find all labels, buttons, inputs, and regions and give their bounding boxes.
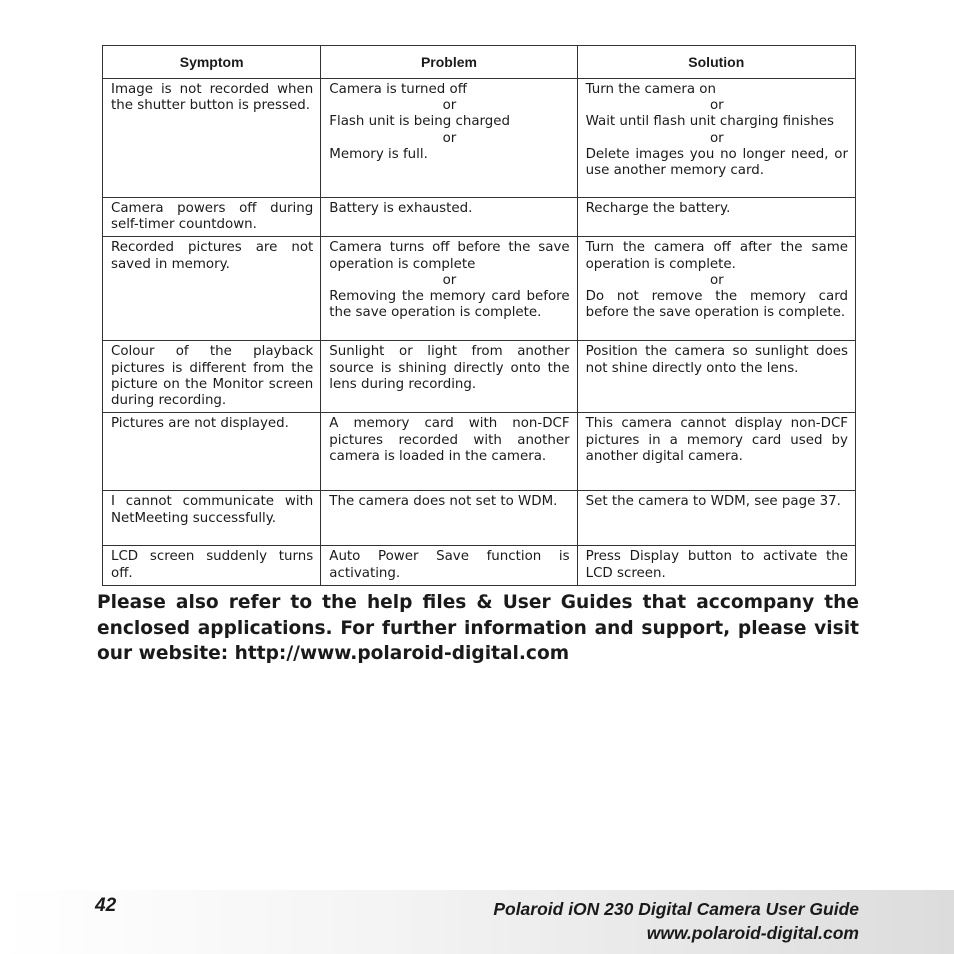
table-row [103, 546, 856, 585]
problem-cell [321, 198, 577, 237]
solution-text: Do not remove the memory card before the save operation is complete. [585, 289, 848, 321]
column-header-problem: Problem [321, 46, 577, 79]
or-separator: or [442, 130, 457, 146]
problem-text: Battery is exhausted. [329, 201, 473, 216]
symptom-cell [103, 413, 321, 491]
symptom-text: Camera powers off during self-timer countdown. [111, 201, 314, 233]
problem-cell [321, 546, 577, 585]
or-separator: or [442, 98, 457, 114]
symptom-text: Recorded pictures are not saved in memory. [111, 240, 314, 272]
solution-cell [577, 237, 855, 341]
table-row [103, 491, 856, 546]
symptom-cell [103, 237, 321, 341]
table-header-row [103, 46, 856, 79]
solution-text: Set the camera to WDM, see page 37. [585, 494, 841, 510]
symptom-text: Colour of the playback pictures is different from the picture on the Monitor screen during recording. [111, 344, 314, 409]
problem-cell [321, 79, 577, 198]
table-row [103, 237, 856, 341]
table-row [103, 79, 856, 198]
solution-text: Wait until flash unit charging finishes [585, 114, 835, 130]
solution-text: Turn the camera off after the same operation is complete. [585, 240, 848, 272]
symptom-cell [103, 341, 321, 413]
solution-text: Press Display button to activate the LCD screen. [585, 549, 848, 581]
table-row [103, 198, 856, 237]
column-header-symptom: Symptom [103, 46, 321, 79]
symptom-text: I cannot communicate with NetMeeting successfully. [111, 494, 314, 526]
table-row [103, 341, 856, 413]
problem-text: Auto Power Save function is activating. [329, 549, 570, 581]
problem-cell [321, 413, 577, 491]
problem-text: Memory is full. [329, 146, 428, 162]
symptom-text: Image is not recorded when the shutter button is pressed. [111, 82, 314, 114]
symptom-cell [103, 79, 321, 198]
solution-cell [577, 491, 855, 546]
or-separator: or [709, 98, 724, 114]
or-separator: or [709, 272, 724, 288]
problem-text: Camera is turned off [329, 82, 467, 97]
column-header-solution: Solution [577, 46, 855, 79]
problem-text: Camera turns off before the save operation is complete [329, 240, 570, 272]
solution-cell [577, 341, 855, 413]
table-row [103, 413, 856, 491]
solution-cell [577, 79, 855, 198]
problem-cell [321, 237, 577, 341]
symptom-text: Pictures are not displayed. [111, 416, 289, 432]
or-separator: or [709, 130, 724, 146]
guide-title: Polaroid iON 230 Digital Camera User Guide [493, 899, 859, 919]
solution-cell [577, 198, 855, 237]
page-number: 42 [95, 895, 117, 916]
or-separator: or [442, 272, 457, 288]
help-note: Please also refer to the help files & User Guides that accompany the enclosed applications. For further information and support, please visit our website: http://www.polaroid-digital.com [97, 592, 859, 664]
symptom-cell [103, 198, 321, 237]
problem-text: The camera does not set to WDM. [329, 494, 558, 510]
problem-cell [321, 341, 577, 413]
solution-text: Recharge the battery. [585, 201, 731, 216]
solution-cell [577, 546, 855, 585]
solution-text: Position the camera so sunlight does not shine directly onto the lens. [585, 344, 848, 376]
symptom-text: LCD screen suddenly turns off. [111, 549, 314, 581]
problem-text: A memory card with non-DCF pictures recorded with another camera is loaded in the camera. [329, 416, 570, 464]
symptom-cell [103, 491, 321, 546]
symptom-cell [103, 546, 321, 585]
problem-text: Removing the memory card before the save operation is complete. [329, 289, 570, 321]
solution-text: Delete images you no longer need, or use another memory card. [585, 146, 848, 179]
solution-cell [577, 413, 855, 491]
problem-text: Sunlight or light from another source is shining directly onto the lens during recording. [329, 344, 570, 392]
solution-text: Turn the camera on [585, 82, 716, 97]
problem-text: Flash unit is being charged [329, 114, 511, 130]
troubleshooting-table [102, 45, 856, 586]
problem-cell [321, 491, 577, 546]
guide-url: www.polaroid-digital.com [646, 923, 859, 943]
solution-text: This camera cannot display non-DCF pictures in a memory card used by another digital camera. [585, 416, 848, 464]
